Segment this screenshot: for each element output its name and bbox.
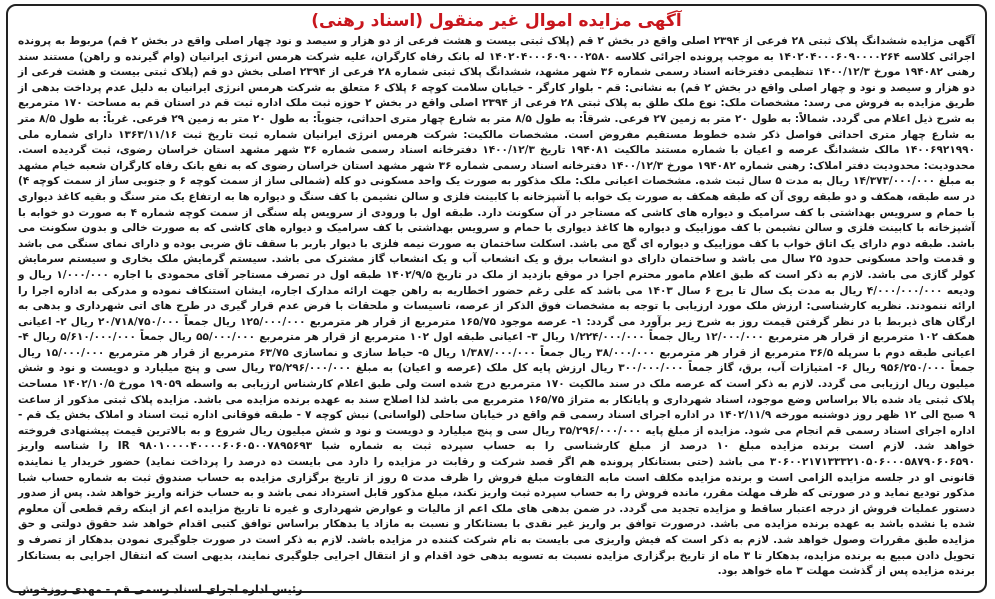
notice-title: آگهی مزایده اموال غیر منقول (اسناد رهنی) xyxy=(311,11,682,31)
notice-body: آگهی مزایده ششدانگ پلاک ثبتی ۲۸ فرعی از ۲۳۹۴ اصلی واقع در بخش ۲ قم (پلاک ثبتی بیست و هشت فرعی از دو هزار و سیصد و نود چهار اصلی واقع در بخش ۲ قم) مربوط به پرونده اجرائی کلاسه ۱۴۰۲۰۴۰۰۰۶۰۹۰۰۰۰۲۶۴ به موجب پرونده اجرائی کلاسه ۱۴۰۲۰۴۰۰۰۶۰۹۰۰۰۲۵۸۰ له بانک رفاه کارگران، علیه شرکت هرمس انرژی ایرانیان (وام گیرنده و راهن) مستند سند رهنی ۱۹۴۰۸۲ مورخ ۱۴۰۰/۱۲/۳ تنظیمی دفترخانه اسناد رسمی شماره ۳۶ شهر مشهد، ششدانگ پلاک ثبتی شماره ۲۸ فرعی از ۲۳۹۴ اصلی بخش دو قم (پلاک ثبتی بیست و هشت فرعی از دو هزار و سیصد و نود و چهار اصلی واقع در بخش ۲ قم) به نشانی: قم - بلوار کارگر - خیابان سلامت کوچه ۶ پلاک ۶ متعلق به شرکت هرمس انرژی ایرانیان به دلیل عدم پرداخت بدهی از طریق مزایده به فروش می رسد: مشخصات ملک: نوع ملک طلق به پلاک ثبتی ۲۸ فرعی از ۲۳۹۴ اصلی واقع در بخش ۲ حوزه ثبت ملک اداره ثبت قم در استان قم به مساحت ۱۷۰ مترمربع به شرح ذیل اعلام می گردد. شمالاً: به طول ۲۰ متر به زمین ۲۷ فرعی. شرقاً: به طول ۸/۵ متر به شارع چهار متری احداثی، جنوباً: به طول ۲۰ متر به زمین ۲۹ فرعی. غرباً: به طول ۸/۵ متر به شارع چهار متری احداثی فواصل ذکر شده خطوط مستقیم مفروض است. مشخصات مالکیت: شرکت هرمس انرژی ایرانیان شماره ثبت تاریخ ثبت ۱۳۶۳/۱۱/۱۶ دارای شماره ملی ۱۴۰۰۶۹۲۱۹۹۰ مالک ششدانگ عرصه و اعیان با شماره مستند مالکیت ۱۹۴۰۸۱ تاریخ ۱۴۰۰/۱۲/۳ دفترخانه اسناد رسمی شماره ۳۶ شهر مشهد استان خراسان رضوی، ثبت گردیده است. محدودیت: محدودیت دفتر املاک: رهنی شماره ۱۹۴۰۸۲ مورخ ۱۴۰۰/۱۲/۳ دفترخانه اسناد رسمی شماره ۳۶ شهر مشهد استان خراسان رضوی که به نفع بانک رفاه کارگران شعبه خیام مشهد به مبلغ ۱۴/۳۷۳/۰۰۰/۰۰۰ ریال به مدت ۵ سال ثبت شده. مشخصات اعیانی ملک: ملک مذکور به صورت یک واحد مسکونی دو کله (شمالی ساز از سمت کوچه ۶ و جنوبی ساز از سمت کوچه ۴) در سه طبقه، همکف و دو طبقه روی آن که طبقه همکف به صورت یک خوابه با آشپزخانه با کابینت فلزی و سالن نشیمن با کف سنگ و دیواره ها به ارتفاع یک متر سنگ و بقیه کاغذ دیواری با حمام و سرویس بهداشتی با کف سرامیک و دیواره های کاشی که مستاجر در آن سکونت دارد. طبقه اول با ورودی از سرویس پله سنگی از سمت کوچه شماره ۴ به صورت دو خوابه با آشپزخانه با کابینت فلزی و سالن نشیمن با کف موزاییک و دیواره ها کاغذ دیواری با حمام و سرویس بهداشتی با کف سرامیک و دیواره های کاشی که به صورت خالی و بدون سکونت می باشد. طبقه دوم دارای یک اتاق خواب با کف موزاییک و دیواره ای گچ می باشد. اسکلت ساختمان به صورت نیمه فلزی با دیوار باربر با سقف تاق ضربی بوده و دارای نمای سنگی می باشد و قدمت واحد مسکونی حدود ۲۵ سال می باشد و ساختمان دارای دو انشعاب برق و یک انشعاب آب و یک انشعاب گاز مشترک می باشد. سیستم گرمایش ملک بخاری و سیستم سرمایش کولر گازی می باشد. لازم به ذکر است که طبق اعلام مامور محترم اجرا در موقع بازدید از ملک در تاریخ ۱۴۰۲/۹/۵ طبقه اول در تصرف مستاجر آقای محمودی با اجاره ۱/۰۰۰/۰۰۰ ریال و ودیعه ۴/۰۰۰/۰۰۰/۰۰۰ ریال به مدت یک سال تا برج ۶ سال ۱۴۰۳ می باشد که علی رغم حضور اخطاریه به راهن جهت ارائه مدارک اجاره، ایشان استنکاف نموده و مدرکی به اداره اجرا را ارائه ننمودند. نظریه کارشناسی: ارزش ملک مورد ارزیابی با توجه به مشخصات فوق الذکر از عرصه، تاسیسات و ملحقات با فرض عدم قرار گیری در طرح های اتی شهرداری و بدهی به ارگان های ذیربط با در نظر گرفتن قیمت روز به شرح زیر برآورد می گردد: ۱- عرصه موجود ۱۶۵/۷۵ مترمربع از قرار هر مترمربع ۱۲۵/۰۰۰/۰۰۰ ریال جمعاً ۲۰/۷۱۸/۷۵۰/۰۰۰ ریال ۲- اعیانی همکف ۱۰۲ مترمربع از قرار هر مترمربع ۱۲/۰۰۰/۰۰۰ ریال جمعاً ۱/۲۲۴/۰۰۰/۰۰۰ ریال ۳- اعیانی طبقه اول ۱۰۲ مترمربع از قرار هر مترمربع ۵۵/۰۰۰/۰۰۰ ریال جمعاً ۵/۶۱۰/۰۰۰/۰۰۰ ریال ۴- اعیانی طبقه دوم با سرپله ۳۶/۵ مترمربع از قرار هر مترمربع ۳۸/۰۰۰/۰۰۰ ریال جمعاً ۱/۳۸۷/۰۰۰/۰۰۰ ریال ۵- حیاط سازی و نماسازی ۶۳/۷۵ مترمربع از قرار هر مترمربع ۱۵/۰۰۰/۰۰۰ ریال جمعاً ۹۵۶/۲۵۰/۰۰۰ ریال ۶- امتیازات آب، برق، گاز جمعاً ۳۰۰/۰۰۰/۰۰۰ ریال ارزش پایه کل ملک (عرصه و اعیان) به مبلغ ۳۵/۲۹۶/۰۰۰/۰۰۰ ریال سی و پنج میلیارد و دویست و نود و شش میلیون ریال ارزیابی می گردد. لازم به ذکر است که عرصه ملک در سند مالکیت ۱۷۰ مترمربع درج شده است ولی طبق اعلام کارشناس ارزیابی به واسطه ۱۹۰۵۹ مورخ ۱۴۰۲/۱۰/۵ مساحت پلاک ثبتی یاد شده بالا براساس وضع موجود، اسناد شهرداری و پایانکار به متراژ ۱۶۵/۷۵ مترمربع می باشد لذا اصلاح سند به عهده برنده مزایده می باشد. مزایده پلاک ثبتی مذکور از ساعت ۹ صبح الی ۱۲ ظهر روز دوشنبه مورخه ۱۴۰۲/۱۱/۹ در اداره اجرای اسناد رسمی قم واقع در خیابان ساحلی (لواسانی) نبش کوچه ۷ - طبقه فوقانی اداره ثبت اسناد و املاک بخش یک قم - اداره اجرای اسناد رسمی قم انجام می شود. مزایده از مبلغ پایه ۳۵/۲۹۶/۰۰۰/۰۰۰ ریال سی و پنج میلیارد و دویست و نود و شش میلیون ریال شروع و به بالاترین قیمت پیشنهادی فروخته خواهد شد. لازم است برنده مزایده مبلغ ۱۰ درصد از مبلغ کارشناسی را به حساب سپرده ثبت به شماره شبا IR ۹۸۰۱۰۰۰۰۴۰۰۰۰۶۰۶۰۵۰۰۷۸۹۵۶۹۳ را شناسه واریز ۳۰۶۰۰۲۱۷۱۳۳۳۲۱۰۵۰۶۰۰۰۵۸۷۹۰۶۰۶۵۹۰ می باشد (حتی بستانکار پرونده هم اگر قصد شرکت و رقابت در مزایده را دارد می بایست ده درصد را پرداخت نماید) حضور خریدار یا نماینده قانونی او در جلسه مزایده الزامی است و برنده مزایده مکلف است مابه التفاوت مبلغ فروش را ظرف مدت ۵ روز از تاریخ برگزاری مزایده به حساب صندوق ثبت به شماره حساب شبا مذکور تودیع نماید و در صورتی که ظرف مهلت مقرر، مانده فروش را به حساب سپرده ثبت واریز نکند، مبلغ مذکور قابل استرداد نمی باشد و به حساب خزانه واریز خواهد شد. پس از صدور دستور عملیات فروش از درجه اعتبار ساقط و مزایده تجدید می گردد. در ضمن بدهی های ملک اعم از مالیات و عوارض شهرداری و غیره تا تاریخ مزایده اعم از اینکه رقم قطعی آن معلوم شده یا نشده باشد به عهده برنده مزایده می باشد. درصورت توافق بر واریز غیر نقدی با بستانکار و نسبت به مازاد یا بدهکار براساس توافق کتبی اقدام خواهد شد حقوق دولتی و حق مزایده طبق مقررات وصول خواهد شد. لازم به ذکر است که فیش واریزی می بایست به نام شرکت کننده در مزایده باشد. لازم به ذکر است در صورت جلوگیری نمودن بدهکار از تصرف و تحویل دادن مبیع به برنده مزایده، بدهکار تا ۳ ماه از تاریخ برگزاری مزایده نسبت به تسویه بدهی خود اقدام و از انتقال اجرایی جلوگیری نمایند، بدیهی است که انتقال اجرایی به بستانکار برنده مزایده پس از گذشت مهلت ۳ ماه خواهد بود. xyxy=(18,35,976,578)
notice-signature: رئیس اداره اجرای اسناد رسمی قم - مهدی روزخوش xyxy=(18,582,303,596)
auction-notice xyxy=(6,4,987,596)
